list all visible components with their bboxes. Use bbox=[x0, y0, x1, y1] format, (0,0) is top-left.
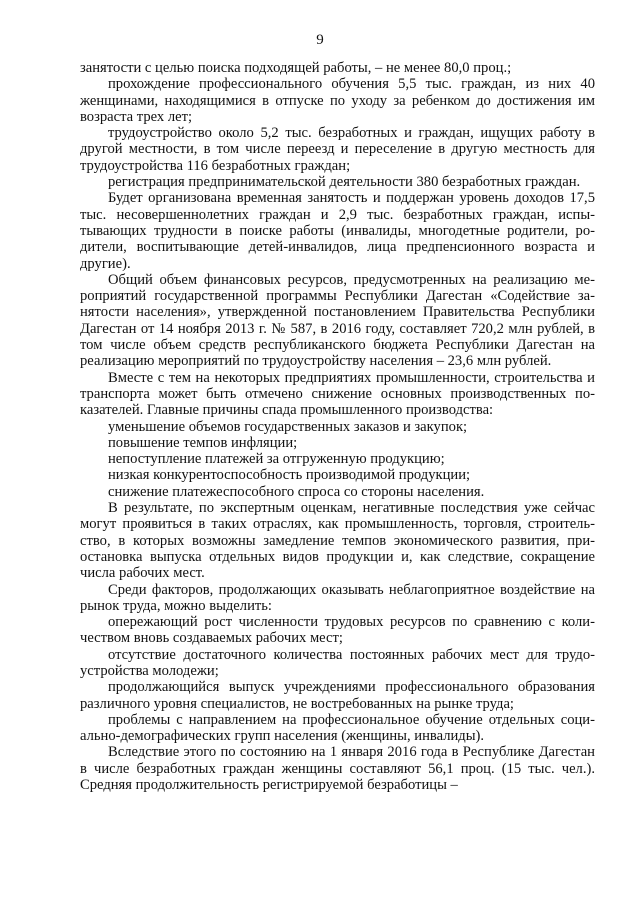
paragraph: регистрация предпринимательской деятельности 380 безработных граждан. bbox=[108, 174, 581, 191]
paragraph: опережающий рост численности трудовых ресурсов по сравнению с количеством вновь создаваемых рабочих мест; bbox=[80, 614, 595, 647]
list-item: непоступление платежей за отгруженную продукцию; bbox=[108, 451, 445, 468]
paragraph: отсутствие достаточного количества постоянных рабочих мест для трудоустройства молодежи; bbox=[80, 646, 595, 679]
paragraph: Среди факторов, продолжающих оказывать неблагоприятное воздействие на рынок труда, можно выделить: bbox=[80, 581, 595, 614]
paragraph: прохождение профессионального обучения 5,5 тыс. граждан, из них 40 женщинами, находящимися в отпуске по уходу за ребенком до достижения им возраста трех лет; bbox=[80, 76, 595, 125]
paragraph: продолжающийся выпуск учреждениями профессионального образования различного уровня специалистов, не востребованных на рынке труда; bbox=[80, 679, 595, 712]
list-item: снижение платежеспособного спроса со стороны населения. bbox=[108, 483, 485, 500]
list-item: уменьшение объемов государственных заказов и закупок; bbox=[108, 418, 468, 435]
paragraph: В результате, по экспертным оценкам, негативные последствия уже сейчас могут проявиться в таких отраслях, как промышленность, торговля, строительство, в которых возможны замедление темпов экономического развития, приостановка выпуска отдельных видов продукции и, как следствие, сокращение числа рабочих мест. bbox=[80, 500, 595, 582]
list-item: низкая конкурентоспособность производимой продукции; bbox=[108, 467, 471, 484]
list-item: повышение темпов инфляции; bbox=[108, 434, 298, 451]
paragraph: Вместе с тем на некоторых предприятиях промышленности, строительства и транспорта может быть отмечено снижение основных производственных показателей. Главные причины спада промышленного производства: bbox=[80, 369, 595, 419]
paragraph: трудоустройство около 5,2 тыс. безработных и граждан, ищущих работу в другой местности, в том числе переезд и переселение в другую местность для трудоустройства 116 безработных граждан; bbox=[80, 125, 595, 174]
page-number: 9 bbox=[316, 32, 324, 48]
paragraph: Вследствие этого по состоянию на 1 января 2016 года в Республике Дагестан в числе безработных граждан женщины составляют 56,1 проц. (15 тыс. чел.). Средняя продолжительность регистрируемой безработицы – bbox=[80, 744, 595, 794]
paragraph: проблемы с направлением на профессиональное обучение отдельных социально-демографических групп населения (женщины, инвалиды). bbox=[80, 711, 595, 745]
paragraph: Общий объем финансовых ресурсов, предусмотренных на реализацию мероприятий государственной программы Республики Дагестан «Содействие занятости населения», утвержденной постановлением Правительства Республики Дагестан от 14 ноября 2013 г. № 587, в 2016 году, составляет 720,2 млн рублей, в том числе объем средств республиканского бюджета Республики Дагестан на реализацию мероприятий по трудоустройству населения – 23,6 млн рублей. bbox=[80, 271, 595, 370]
document-body bbox=[80, 60, 595, 793]
paragraph: Будет организована временная занятость и поддержан уровень доходов 17,5 тыс. несовершеннолетних граждан и 2,9 тыс. безработных граждан, испытывающих трудности в поиске работы (инвалиды, многодетные родители, родители, воспитывающие детей-инвалидов, лица предпенсионного возраста и другие). bbox=[80, 190, 595, 272]
paragraph: занятости с целью поиска подходящей работы, – не менее 80,0 проц.; bbox=[80, 60, 512, 76]
